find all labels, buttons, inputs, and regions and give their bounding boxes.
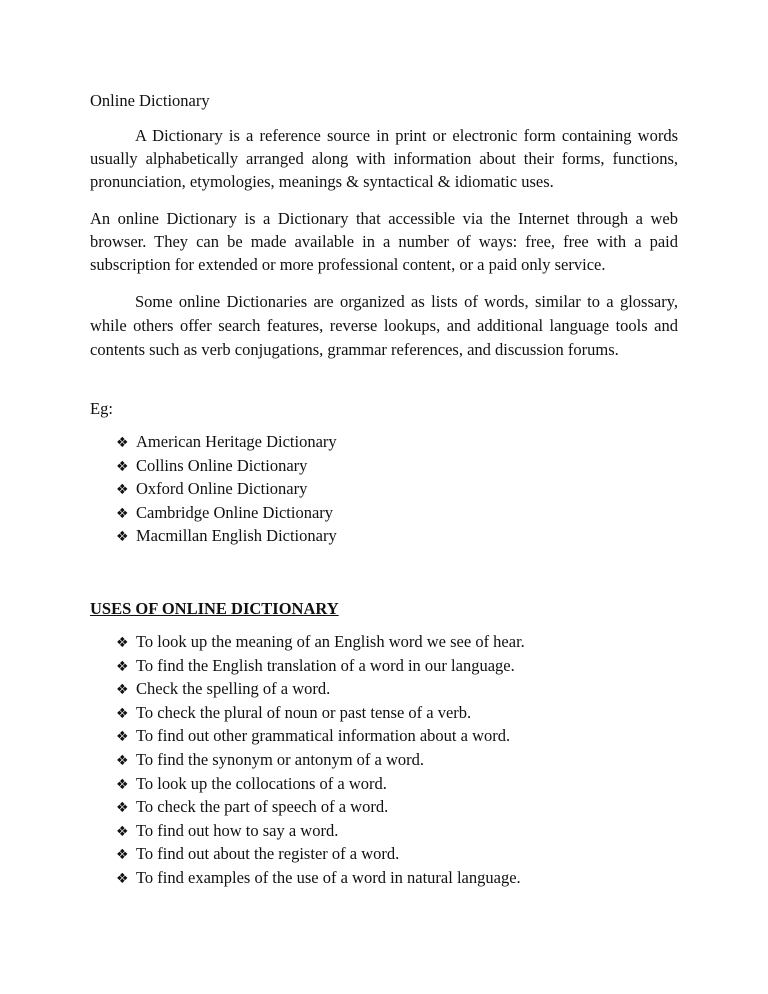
diamond-bullet-icon: ❖ xyxy=(116,458,129,475)
diamond-bullet-icon: ❖ xyxy=(116,658,129,675)
uses-list xyxy=(116,630,676,890)
list-item xyxy=(116,866,676,890)
list-item-text: Macmillan English Dictionary xyxy=(136,526,337,546)
diamond-bullet-icon: ❖ xyxy=(116,635,129,651)
list-item xyxy=(116,501,676,525)
diamond-bullet-icon: ❖ xyxy=(116,682,129,699)
list-item-text: To find the English translation of a word in our language. xyxy=(136,655,515,675)
list-item-text: To find the synonym or antonym of a word. xyxy=(136,749,425,769)
paragraph-organization: Some online Dictionaries are organized as lists of words, similar to a glossary, while others offer search features, reverse lookups, and additional language tools and contents such as verb conjugations, grammar references, and discussion forums. xyxy=(90,292,678,359)
uses-heading: USES OF ONLINE DICTIONARY xyxy=(90,599,339,618)
list-item xyxy=(116,524,676,548)
list-item-text: To find out other grammatical information about a word. xyxy=(136,726,511,746)
diamond-bullet-icon: ❖ xyxy=(116,800,129,817)
diamond-bullet-icon: ❖ xyxy=(116,847,129,864)
list-item-text: American Heritage Dictionary xyxy=(136,432,337,451)
list-item xyxy=(116,477,676,501)
list-item xyxy=(116,654,676,678)
list-item xyxy=(116,842,676,866)
diamond-bullet-icon: ❖ xyxy=(116,870,129,887)
list-item-text: To look up the meaning of an English word we see of hear. xyxy=(136,632,525,651)
diamond-bullet-icon: ❖ xyxy=(116,705,129,722)
list-item-text: Collins Online Dictionary xyxy=(136,455,308,475)
diamond-bullet-icon: ❖ xyxy=(116,752,129,769)
list-item xyxy=(116,772,676,796)
list-item xyxy=(116,454,676,478)
list-item xyxy=(116,430,676,454)
list-item xyxy=(116,677,676,701)
list-item xyxy=(116,701,676,725)
diamond-bullet-icon: ❖ xyxy=(116,505,129,522)
list-item-text: To look up the collocations of a word. xyxy=(136,773,387,793)
list-item xyxy=(116,819,676,843)
list-item-text: To find out about the register of a word. xyxy=(136,844,400,864)
list-item-text: Oxford Online Dictionary xyxy=(136,479,308,499)
document-title: Online Dictionary xyxy=(90,91,210,110)
diamond-bullet-icon: ❖ xyxy=(116,435,129,451)
list-item-text: To check the plural of noun or past tense of a verb. xyxy=(136,702,472,722)
diamond-bullet-icon: ❖ xyxy=(116,823,129,840)
list-item-text: To find out how to say a word. xyxy=(136,820,339,840)
list-item-text: To check the part of speech of a word. xyxy=(136,797,389,817)
list-item xyxy=(116,795,676,819)
list-item-text: Cambridge Online Dictionary xyxy=(136,502,334,522)
diamond-bullet-icon: ❖ xyxy=(116,729,129,746)
diamond-bullet-icon: ❖ xyxy=(116,776,129,793)
examples-list xyxy=(116,430,676,548)
list-item xyxy=(116,748,676,772)
paragraph-definition: A Dictionary is a reference source in print or electronic form containing words usually alphabetically arranged along with information about their forms, functions, pronunciation, etymologies, meanings & syntactical & idiomatic uses. xyxy=(90,126,678,191)
list-item-text: Check the spelling of a word. xyxy=(136,679,331,699)
diamond-bullet-icon: ❖ xyxy=(116,482,129,499)
diamond-bullet-icon: ❖ xyxy=(116,529,129,546)
list-item-text: To find examples of the use of a word in natural language. xyxy=(136,867,521,887)
list-item xyxy=(116,630,676,654)
examples-label: Eg: xyxy=(90,399,113,418)
list-item xyxy=(116,724,676,748)
paragraph-online-definition: An online Dictionary is a Dictionary that accessible via the Internet through a web browser. They can be made available in a number of ways: free, free with a paid subscription for extended or more professional content, or a paid only service. xyxy=(90,209,678,274)
